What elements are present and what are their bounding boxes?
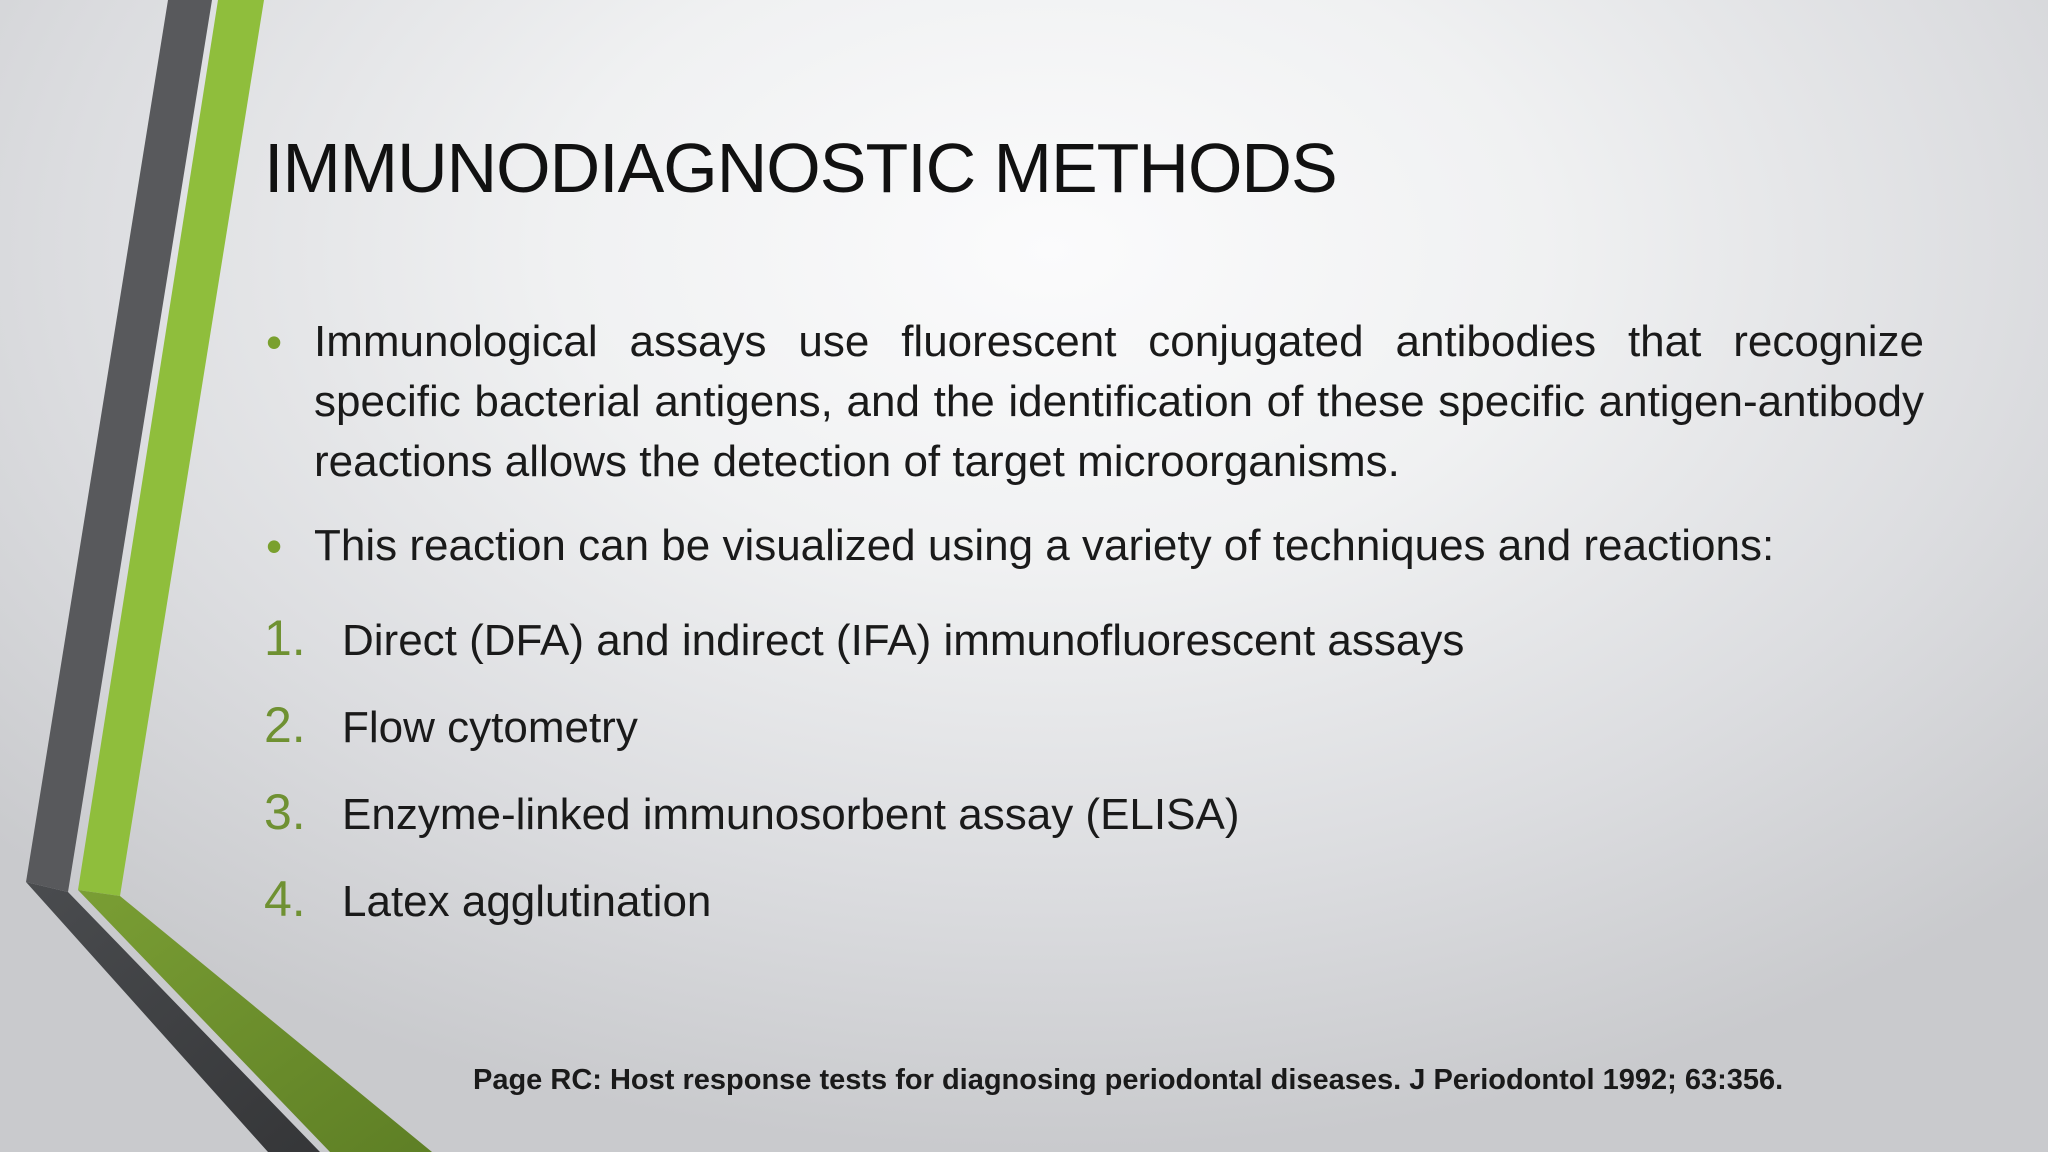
bullet-item [264,312,1924,492]
numbered-item-text: Flow cytometry [342,703,638,752]
numbered-item [264,608,1464,695]
numbered-item [264,869,1464,956]
numbered-item-text: Direct (DFA) and indirect (IFA) immunofluorescent assays [342,616,1465,665]
bullet-dot-icon: • [266,520,283,572]
number-marker: 1. [264,610,306,666]
bullet-list [264,312,1924,600]
number-marker: 3. [264,784,306,840]
bullet-dot-icon: • [266,316,283,368]
numbered-list [264,608,1464,956]
bullet-item [264,516,1924,576]
number-marker: 2. [264,697,306,753]
bullet-text: This reaction can be visualized using a variety of techniques and reactions: [314,521,1775,570]
bullet-text: Immunological assays use fluorescent conjugated antibodies that recognize specific bacterial antigens, and the identification of these specific antigen-antibody reactions allows the detection of target microorganisms. [314,317,1924,486]
numbered-item [264,782,1464,869]
citation-reference: Page RC: Host response tests for diagnosing periodontal diseases. J Periodontol 1992; 63:356. [473,1064,1784,1096]
numbered-item-text: Enzyme-linked immunosorbent assay (ELISA) [342,790,1240,839]
slide-title: IMMUNODIAGNOSTIC METHODS [264,129,1337,207]
number-marker: 4. [264,871,306,927]
numbered-item-text: Latex agglutination [342,877,712,926]
numbered-item [264,695,1464,782]
